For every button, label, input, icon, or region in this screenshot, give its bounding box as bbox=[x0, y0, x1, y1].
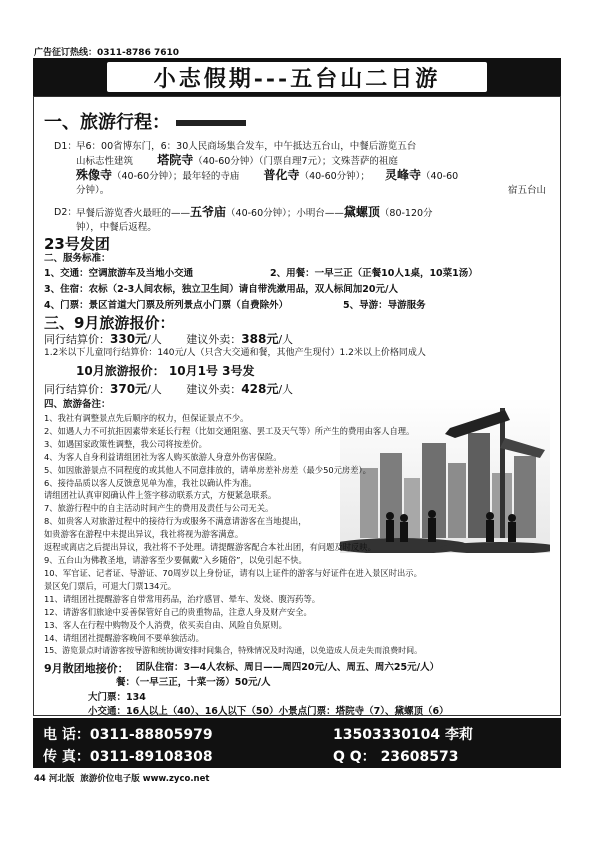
note-4: 4、为客人自身利益请组团社为客人购买旅游人身意外伤害保险。 bbox=[44, 452, 282, 462]
note-6: 6、接待品质以客人反馈意见单为准，我社以确认件为准。 bbox=[44, 478, 257, 488]
d1-line-2: 山标志性建筑 塔院寺（40-60分钟）（门票自理7元）；文殊菩萨的祖庭 bbox=[76, 153, 398, 167]
price-sep-value-1: 330元 bbox=[110, 332, 148, 346]
sep-group-ticket: 大门票：134 bbox=[88, 692, 146, 703]
fax-number: 0311-89108308 bbox=[89, 749, 213, 765]
note-6b: 请组团社认真审阅确认件上签字移动联系方式，方便紧急联系。 bbox=[44, 490, 277, 500]
d1-line-4: 分钟）。 bbox=[76, 185, 110, 196]
notes-title: 四、旅游备注： bbox=[44, 399, 111, 410]
title-banner bbox=[33, 58, 561, 96]
d1-line-3: 殊像寺（40-60分钟）；最年轻的寺庙 普化寺（40-60分钟）； 灵峰寺（40-60 bbox=[76, 168, 459, 182]
d1-hotel: 宿五台山 bbox=[508, 185, 547, 196]
tel: 电 话：0311-88805979 bbox=[43, 727, 213, 743]
note-13: 13、客人在行程中购物及个人消费，依买卖自由、风险自负原则。 bbox=[44, 620, 287, 630]
price-oct-title: 10月旅游报价： 10月1号 3号发 bbox=[76, 364, 255, 378]
service-item-5: 5、导游：导游服务 bbox=[343, 300, 426, 311]
price-sep-title: 三、9月旅游报价： bbox=[44, 314, 175, 332]
note-10b: 景区免门票后，可退大门票134元。 bbox=[44, 581, 176, 591]
price-sep-value-2: 388元 bbox=[241, 332, 279, 346]
spot-tayuan: 塔院寺 bbox=[157, 153, 194, 167]
qq: Q Q： 23608573 bbox=[333, 749, 459, 765]
price-oct-value-1: 370元 bbox=[110, 382, 148, 396]
note-1: 1、我社有调整景点先后顺序的权力，但保证景点不少。 bbox=[44, 413, 249, 423]
service-item-3: 3、住宿：农标（2-3人间农标，独立卫生间）请自带洗漱用品，双人标间加20元/人 bbox=[44, 284, 398, 295]
d1-label: D1： bbox=[54, 141, 77, 152]
note-11: 11、请组团社提醒游客自带常用药品，治疗感冒、晕车、发烧、腹泻药等。 bbox=[44, 594, 321, 604]
d2-line-2: 钟），中餐后返程。 bbox=[76, 222, 157, 233]
title-rule bbox=[176, 120, 246, 126]
sep-group-label: 9月散团地接价： bbox=[44, 662, 129, 675]
note-3: 3、如遇国家政策性调整，我公司将按差价。 bbox=[44, 439, 207, 449]
tel-number: 0311-88805979 bbox=[89, 727, 213, 743]
child-price: 1.2米以下儿童同行结算价：140元/人（只含大交通和餐，其他产生现付）1.2米以上价格同成人 bbox=[44, 348, 426, 358]
spot-wuye: 五爷庙 bbox=[190, 205, 227, 219]
note-10: 10、军官证、记者证、导游证、70周岁以上身份证，请有以上证件的游客与好证件在进入景区时出示。 bbox=[44, 568, 422, 578]
sep-group-meal: 餐：（一早三正，十菜一汤）50元/人 bbox=[116, 677, 271, 688]
price-oct-value-2: 428元 bbox=[241, 382, 279, 396]
note-5: 5、如因旅游景点不同程度的或其他人不同意排放的，请单房差补房差（最少50元房差）。 bbox=[44, 465, 371, 475]
note-9: 9、五台山为佛教圣地，请游客至少要佩戴“入乡随俗”，以免引起不快。 bbox=[44, 555, 307, 565]
sep-group-transport: 小交通：16人以上（40）、16人以下（50）小景点门票：塔院寺（7）、黛螺顶（6） bbox=[88, 706, 449, 717]
d2-label: D2： bbox=[54, 207, 77, 218]
price-sep-row: 同行结算价：330元/人 建议外卖：388元/人 bbox=[44, 332, 294, 346]
fax: 传 真：0311-89108308 bbox=[43, 749, 213, 765]
spot-lingfeng: 灵峰寺 bbox=[385, 168, 422, 182]
note-15: 15、游览景点时请游客按导游和统协调安排时间集合，特殊情况及时沟通，以免造成人员走失而浪费时间。 bbox=[44, 646, 423, 655]
city-signpost-graphic bbox=[340, 398, 550, 553]
footer bbox=[34, 772, 209, 784]
note-8c: 返程或离店之后提出异议，我社将不予处理。请提醒游客配合本社出团，有问题及时反映。 bbox=[44, 542, 376, 552]
note-12: 12、请游客们旅途中妥善保管好自己的贵重物品，注意人身及财产安全。 bbox=[44, 607, 312, 617]
note-8b: 如贵游客在游程中未提出异议，我社将视为游客满意。 bbox=[44, 529, 244, 539]
note-8: 8、如贵客人对旅游过程中的接待行为或服务不满意请游客在当地提出， bbox=[44, 516, 307, 526]
spot-puhua: 普化寺 bbox=[263, 168, 300, 182]
page-title: 小志假期---五台山二日游 bbox=[107, 62, 487, 92]
service-title: 二、服务标准： bbox=[44, 253, 111, 264]
d1-line-1: 早6：00省博东门，6：30人民商场集合发车，中午抵达五台山，中餐后游览五台 bbox=[76, 141, 417, 152]
group-date: 23号发团 bbox=[44, 235, 110, 253]
spot-dailuo: 黛螺顶 bbox=[343, 205, 380, 219]
ad-hotline: 广告征订热线：0311-8786 7610 bbox=[34, 48, 180, 58]
service-item-1: 1、交通：空调旅游车及当地小交通 bbox=[44, 268, 194, 279]
page-number: 44 bbox=[34, 774, 46, 784]
mobile-number: 13503330104 bbox=[333, 727, 441, 743]
note-7: 7、旅游行程中的自主活动时间产生的费用及责任与公司无关。 bbox=[44, 503, 274, 513]
service-item-4: 4、门票：景区首道大门票及所列景点小门票（自费除外） bbox=[44, 300, 289, 311]
contact-bar bbox=[33, 718, 561, 768]
qq-number: 23608573 bbox=[380, 749, 459, 765]
sep-group-lodging: 团队住宿：3—4人农标、周日——周四20元/人、周五、周六25元/人） bbox=[136, 662, 440, 673]
mobile bbox=[333, 724, 473, 744]
d2-line-1: 早餐后游览香火最旺的——五爷庙（40-60分钟）；小明台——黛螺顶（80-120分 bbox=[76, 205, 433, 219]
edition: 河北版 bbox=[48, 774, 75, 784]
price-oct-row: 同行结算价：370元/人 建议外卖：428元/人 bbox=[44, 382, 294, 396]
contact-person: 李莉 bbox=[445, 727, 474, 743]
spot-shuxiang: 殊像寺 bbox=[76, 168, 113, 182]
note-14: 14、请组团社提醒游客晚间不要单独活动。 bbox=[44, 633, 204, 643]
service-item-2: 2、用餐：一早三正（正餐10人1桌，10菜1汤） bbox=[270, 268, 478, 279]
section-itinerary-title: 一、旅游行程： bbox=[44, 108, 246, 134]
footer-site: 旅游价位电子版 www.zyco.net bbox=[80, 774, 210, 784]
note-2: 2、如遇人力不可抗拒因素带来延长行程（比如交通阻塞、罢工及天气等）所产生的费用由客人自理。 bbox=[44, 426, 415, 436]
